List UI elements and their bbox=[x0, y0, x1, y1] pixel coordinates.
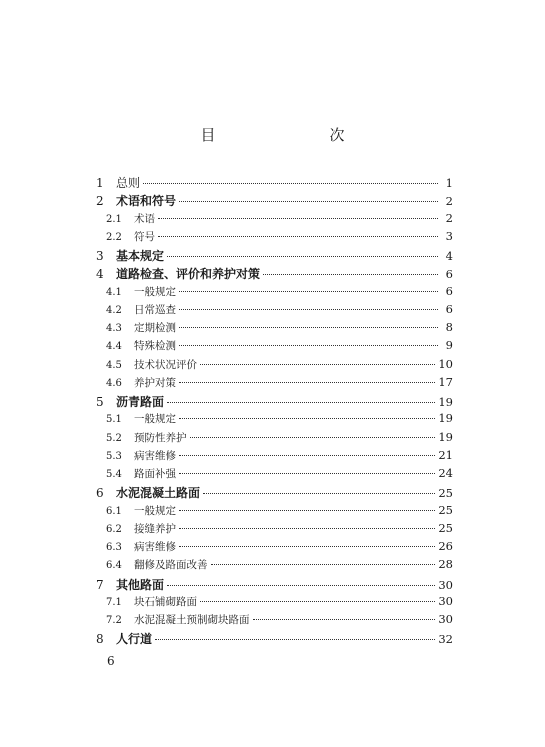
toc-entry-number: 6 bbox=[96, 486, 104, 501]
toc-entry-page: 30 bbox=[438, 577, 453, 592]
toc-entry-label: 一般规定 bbox=[134, 285, 176, 298]
dot-leader bbox=[167, 585, 435, 586]
toc-entry-number: 2.2 bbox=[106, 231, 122, 243]
dot-leader bbox=[179, 528, 435, 529]
toc-entry-number: 5.3 bbox=[106, 450, 122, 462]
toc-entry-page: 25 bbox=[438, 486, 453, 501]
toc-entry-number: 4.6 bbox=[106, 377, 122, 389]
toc-entry-page: 25 bbox=[438, 502, 453, 517]
toc-entry-number: 2.1 bbox=[106, 213, 122, 225]
toc-entry-number: 7.1 bbox=[106, 596, 122, 608]
toc-entry-number: 6.2 bbox=[106, 523, 122, 535]
dot-leader bbox=[190, 437, 436, 438]
dot-leader bbox=[211, 564, 436, 565]
toc-chapter-entry[interactable] bbox=[96, 247, 453, 265]
toc-entry-page: 24 bbox=[438, 466, 453, 480]
toc-entry-label: 水泥混凝土路面 bbox=[116, 486, 201, 501]
dot-leader bbox=[253, 619, 436, 620]
toc-chapter-entry[interactable] bbox=[96, 174, 453, 192]
toc-entry-page: 19 bbox=[438, 395, 453, 409]
toc-entry-page: 21 bbox=[438, 447, 453, 462]
toc-subsection-entry[interactable] bbox=[106, 594, 453, 612]
dot-leader bbox=[167, 402, 435, 403]
toc-entry-number: 4.3 bbox=[106, 323, 122, 334]
toc-subsection-entry[interactable] bbox=[106, 430, 453, 448]
toc-entry-page: 9 bbox=[445, 338, 453, 353]
toc-entry-page: 26 bbox=[438, 539, 453, 553]
dot-leader bbox=[179, 309, 438, 310]
page-number: 6 bbox=[107, 654, 115, 668]
dot-leader bbox=[179, 327, 438, 328]
toc-entry-page: 19 bbox=[438, 411, 453, 426]
dot-leader bbox=[179, 382, 435, 383]
toc-entry-label: 翻修及路面改善 bbox=[134, 559, 208, 572]
toc-entry-label: 接缝养护 bbox=[134, 522, 176, 535]
toc-entry-page: 6 bbox=[445, 301, 453, 316]
toc-subsection-entry[interactable] bbox=[106, 338, 453, 356]
toc-entry-number: 7 bbox=[96, 577, 104, 592]
toc-chapter-entry[interactable] bbox=[96, 484, 453, 502]
dot-leader bbox=[143, 183, 438, 184]
toc-entry-number: 4.1 bbox=[106, 286, 122, 298]
toc-subsection-entry[interactable] bbox=[106, 557, 453, 575]
dot-leader bbox=[179, 546, 435, 547]
toc-entry-page: 30 bbox=[438, 612, 453, 626]
toc-subsection-entry[interactable] bbox=[106, 448, 453, 466]
toc-entry-page: 10 bbox=[438, 356, 453, 371]
toc-subsection-entry[interactable] bbox=[106, 211, 453, 229]
dot-leader bbox=[200, 601, 435, 602]
toc-entry-label: 一般规定 bbox=[134, 504, 176, 517]
toc-subsection-entry[interactable] bbox=[106, 466, 453, 484]
toc-entry-label: 路面补强 bbox=[134, 468, 176, 480]
dot-leader bbox=[179, 291, 438, 292]
toc-entry-number: 2 bbox=[96, 194, 104, 209]
dot-leader bbox=[167, 256, 438, 257]
toc-entry-number: 1 bbox=[96, 176, 104, 190]
toc-entry-page: 25 bbox=[438, 520, 453, 535]
toc-subsection-entry[interactable] bbox=[106, 302, 453, 320]
toc-entry-label: 块石铺砌路面 bbox=[134, 595, 197, 608]
toc-entry-number: 3 bbox=[96, 249, 104, 263]
toc-entry-label: 人行道 bbox=[116, 632, 153, 647]
dot-leader bbox=[179, 345, 438, 346]
toc-chapter-entry[interactable] bbox=[96, 630, 453, 648]
toc-entry-number: 5.1 bbox=[106, 414, 122, 426]
toc-entry-label: 特殊检测 bbox=[134, 340, 176, 353]
toc-entry-page: 19 bbox=[438, 429, 453, 444]
toc-entry-label: 养护对策 bbox=[134, 376, 176, 389]
toc-subsection-entry[interactable] bbox=[106, 320, 453, 338]
dot-leader bbox=[179, 510, 435, 511]
toc-entry-number: 8 bbox=[96, 632, 104, 647]
dot-leader bbox=[263, 274, 438, 275]
toc-chapter-entry[interactable] bbox=[96, 192, 453, 210]
toc-entry-number: 6.3 bbox=[106, 542, 122, 553]
toc-entry-label: 符号 bbox=[134, 230, 155, 243]
toc-entry-page: 4 bbox=[445, 249, 453, 263]
toc-entry-label: 定期检测 bbox=[134, 322, 176, 334]
toc-entry-label: 其他路面 bbox=[116, 577, 165, 592]
toc-entry-number: 5 bbox=[96, 395, 104, 409]
page-title: 目 次 bbox=[200, 126, 373, 144]
toc-entry-page: 6 bbox=[445, 283, 453, 298]
toc-entry-page: 28 bbox=[438, 557, 453, 572]
toc-chapter-entry[interactable] bbox=[96, 576, 453, 594]
toc-entry-number: 4.5 bbox=[106, 359, 122, 371]
toc-entry-number: 6.1 bbox=[106, 505, 122, 517]
toc-entry-page: 2 bbox=[445, 194, 453, 209]
toc-entry-label: 基本规定 bbox=[116, 249, 165, 263]
toc-entry-number: 4 bbox=[96, 267, 104, 282]
toc-subsection-entry[interactable] bbox=[106, 521, 453, 539]
toc-entry-label: 日常巡查 bbox=[134, 303, 176, 316]
toc-subsection-entry[interactable] bbox=[106, 612, 453, 630]
toc-subsection-entry[interactable] bbox=[106, 284, 453, 302]
dot-leader bbox=[179, 201, 438, 202]
toc-entry-label: 道路检查、评价和养护对策 bbox=[116, 267, 261, 282]
toc-entry-number: 5.4 bbox=[106, 469, 122, 480]
toc-entry-label: 沥青路面 bbox=[116, 395, 165, 409]
toc-chapter-entry[interactable] bbox=[96, 393, 453, 411]
toc-entry-number: 7.2 bbox=[106, 615, 122, 626]
dot-leader bbox=[179, 418, 435, 419]
dot-leader bbox=[203, 493, 435, 494]
toc-entry-label: 病害维修 bbox=[134, 449, 176, 462]
toc-subsection-entry[interactable] bbox=[106, 375, 453, 393]
toc-entry-label: 技术状况评价 bbox=[134, 358, 197, 371]
dot-leader bbox=[179, 455, 435, 456]
toc-entry-page: 1 bbox=[445, 176, 453, 190]
dot-leader bbox=[200, 364, 435, 365]
toc-entry-page: 6 bbox=[445, 267, 453, 282]
dot-leader bbox=[158, 236, 438, 237]
toc-entry-number: 6.4 bbox=[106, 560, 122, 572]
toc-entry-page: 17 bbox=[438, 374, 453, 389]
dot-leader bbox=[155, 639, 435, 640]
toc-entry-number: 4.4 bbox=[106, 341, 122, 353]
dot-leader bbox=[158, 218, 438, 219]
toc-entry-label: 预防性养护 bbox=[134, 431, 187, 444]
toc-entry-number: 5.2 bbox=[106, 432, 122, 444]
toc-subsection-entry[interactable] bbox=[106, 503, 453, 521]
toc-entry-page: 3 bbox=[445, 228, 453, 243]
toc-subsection-entry[interactable] bbox=[106, 357, 453, 375]
toc-entry-page: 2 bbox=[445, 210, 453, 225]
toc-entry-page: 8 bbox=[445, 320, 453, 334]
toc-chapter-entry[interactable] bbox=[96, 265, 453, 283]
toc-entry-page: 32 bbox=[438, 632, 453, 647]
toc-entry-page: 30 bbox=[438, 593, 453, 608]
dot-leader bbox=[179, 473, 435, 474]
toc-entry-number: 4.2 bbox=[106, 304, 122, 316]
toc-subsection-entry[interactable] bbox=[106, 229, 453, 247]
toc-subsection-entry[interactable] bbox=[106, 411, 453, 429]
toc-entry-label: 总则 bbox=[116, 176, 141, 190]
toc-subsection-entry[interactable] bbox=[106, 539, 453, 557]
toc-entry-label: 术语 bbox=[134, 212, 155, 225]
toc-entry-label: 术语和符号 bbox=[116, 194, 177, 209]
toc-entry-label: 病害维修 bbox=[134, 541, 176, 553]
toc-entry-label: 一般规定 bbox=[134, 413, 176, 426]
toc-entry-label: 水泥混凝土预制砌块路面 bbox=[134, 614, 250, 626]
